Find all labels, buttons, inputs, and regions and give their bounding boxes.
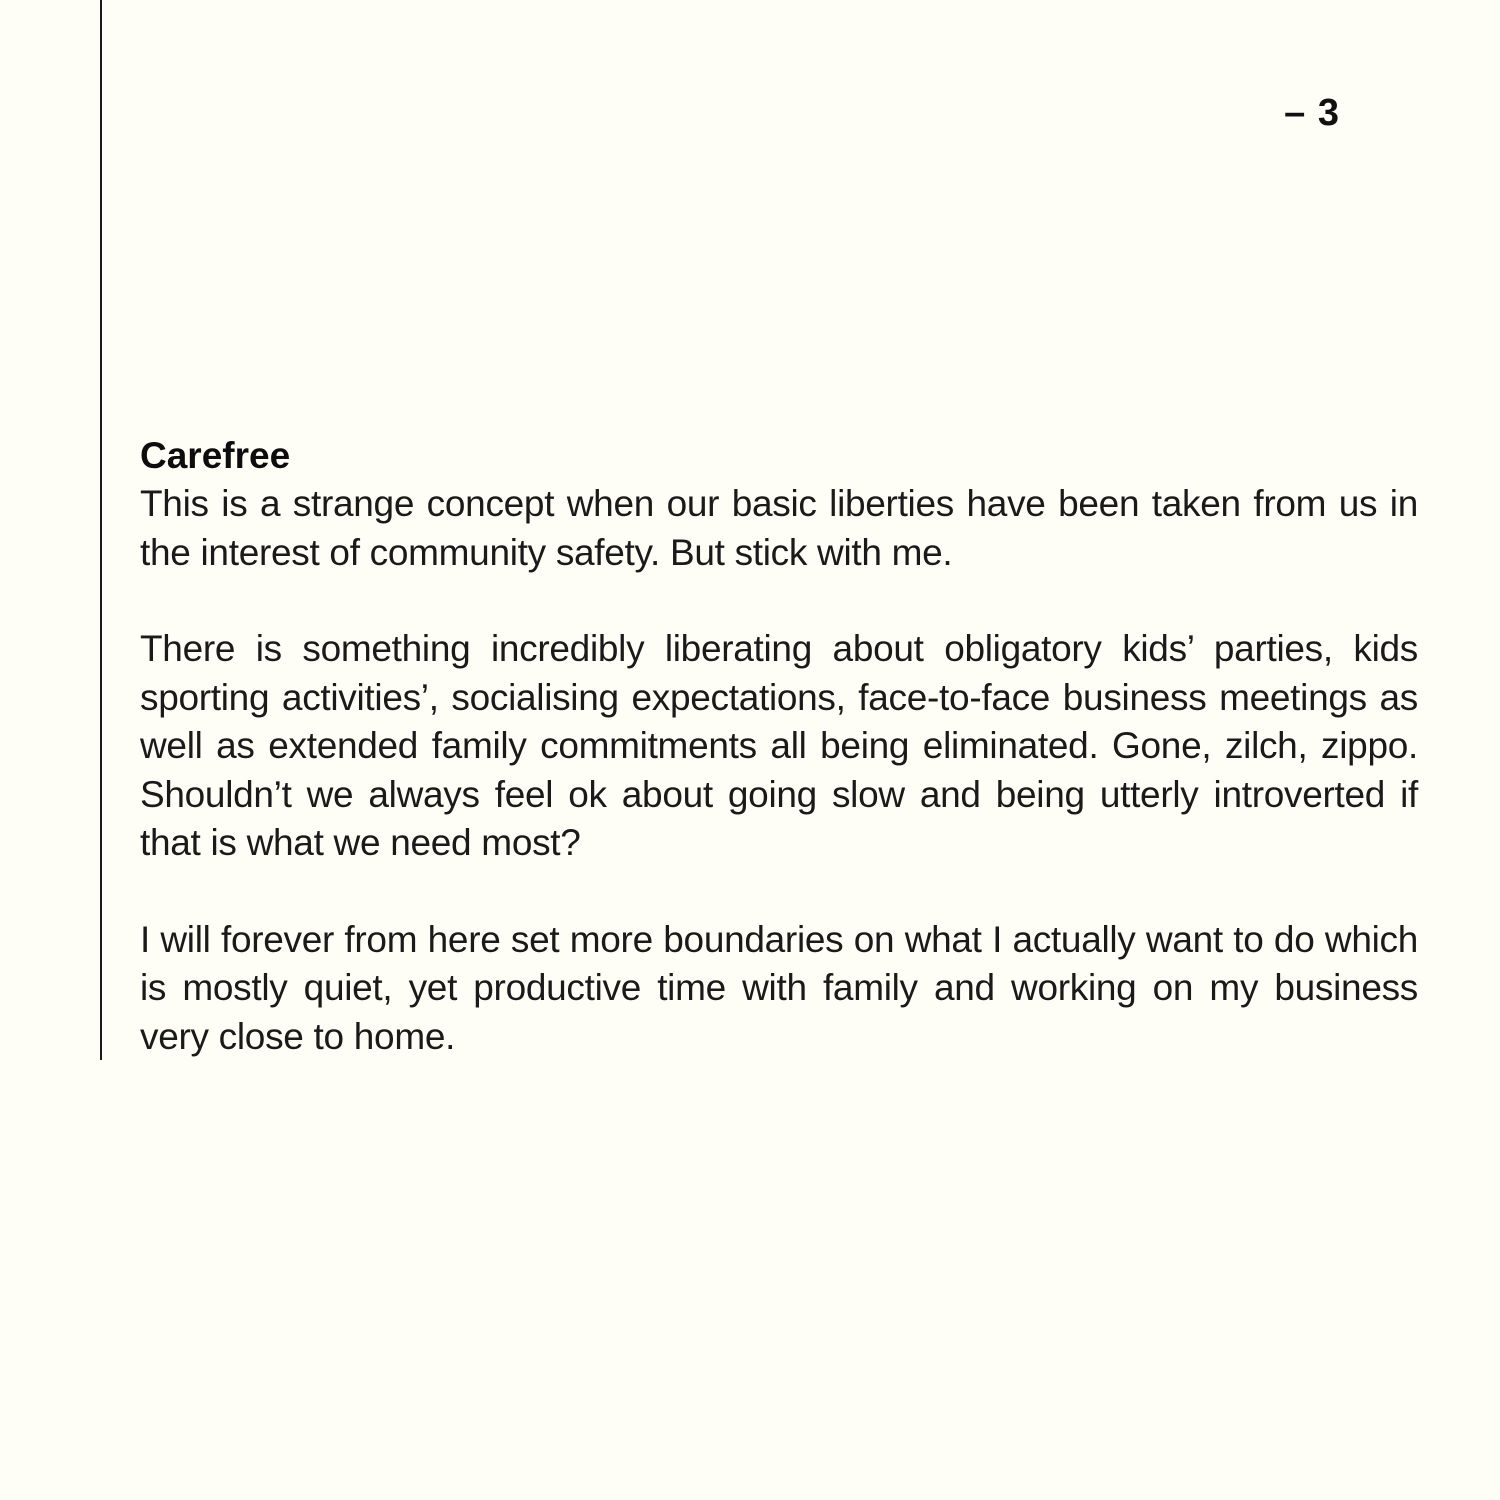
article-body — [140, 432, 1418, 1061]
page-number: – 3 — [1284, 92, 1340, 134]
paragraph-1: This is a strange concept when our basic liberties have been taken from us in the interest of community safety. But stick with me. — [140, 483, 1418, 573]
section-heading: Carefree — [140, 435, 291, 476]
paragraph-2: There is something incredibly liberating about obligatory kids’ parties, kids sporting activities’, socialising expectations, face-to-face business meetings as well as extended family commitments all being eliminated. Gone, zilch, zippo. Shouldn’t we always feel ok about going slow and being utterly introverted if that is what we need most? — [140, 628, 1418, 863]
paragraph-3: I will forever from here set more boundaries on what I actually want to do which is mostly quiet, yet productive time with family and working on my business very close to home. — [140, 918, 1418, 1057]
vertical-rule — [100, 0, 102, 1060]
